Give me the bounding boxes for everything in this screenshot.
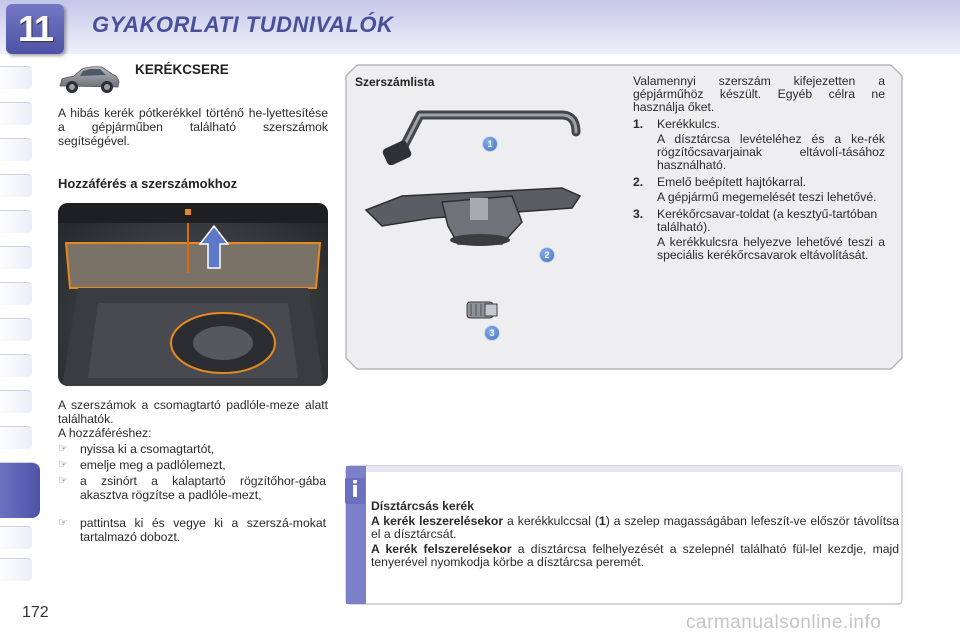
list-item-text: emelje meg a padlólemezt, bbox=[80, 458, 226, 472]
chapter-tab[interactable] bbox=[0, 66, 32, 89]
trunk-photo bbox=[58, 203, 328, 386]
tool-item bbox=[633, 118, 885, 172]
tools-intro: Valamennyi szerszám kifejezetten a gépjárműhöz készült. Egyéb célra ne használja őket. bbox=[633, 74, 885, 114]
list-item bbox=[58, 516, 328, 544]
list-item bbox=[58, 474, 328, 516]
tool-marker-1: 1 bbox=[483, 137, 497, 151]
hand-pointer-icon: ☞ bbox=[58, 475, 68, 487]
info-remove-text-a: a kerékkulccsal ( bbox=[503, 514, 599, 528]
chapter-tab[interactable] bbox=[0, 526, 32, 549]
info-remove-text-b: ) a szelep magasságában lefeszít-ve először távolítsa el a dísztárcsát. bbox=[371, 514, 899, 541]
chapter-tab[interactable] bbox=[0, 558, 32, 581]
chapter-number: 11 bbox=[17, 8, 53, 49]
info-mount-label: A kerék felszerelésekor bbox=[371, 542, 512, 556]
info-mount-text: a dísztárcsa felhelyezését a szelepnél található fül-lel kezdje, majd tenyerével nyomkodja körbe a dísztárcsa peremét. bbox=[371, 542, 899, 569]
chapter-title: GYAKORLATI TUDNIVALÓK bbox=[92, 12, 394, 37]
section-title: KERÉKCSERE bbox=[135, 62, 229, 77]
chapter-tab[interactable] bbox=[0, 210, 32, 233]
list-item-text: pattintsa ki és vegye ki a szerszá-mokat tartalmazó dobozt. bbox=[80, 516, 326, 544]
tool-description: A gépjármű megemelését teszi lehetővé. bbox=[657, 190, 877, 204]
chapter-tab[interactable] bbox=[0, 390, 32, 413]
info-mount-paragraph bbox=[371, 543, 899, 569]
tool-item bbox=[633, 176, 885, 204]
list-item bbox=[58, 458, 328, 472]
hand-pointer-icon: ☞ bbox=[58, 459, 68, 471]
info-content bbox=[371, 500, 899, 571]
info-icon: i bbox=[345, 478, 365, 504]
info-remove-label: A kerék leszerelésekor bbox=[371, 514, 504, 528]
chapter-tab[interactable] bbox=[0, 246, 32, 269]
chapter-tab[interactable] bbox=[0, 354, 32, 377]
tools-description bbox=[633, 75, 885, 262]
watermark: carmanualsonline.info bbox=[686, 612, 882, 633]
lock-bolt-adapter-image bbox=[463, 296, 501, 324]
hand-pointer-icon: ☞ bbox=[58, 517, 68, 529]
chapter-tab-active[interactable] bbox=[0, 462, 40, 518]
intro-paragraph: A hibás kerék pótkerékkel történő he-lyettesítése a gépjárműben található szerszámok segítségével. bbox=[58, 106, 328, 148]
info-remove-paragraph bbox=[371, 515, 899, 541]
wheel-wrench-image bbox=[378, 110, 583, 165]
chapter-tab[interactable] bbox=[0, 102, 32, 125]
chapter-tab[interactable] bbox=[0, 426, 32, 449]
chapter-tab[interactable] bbox=[0, 138, 32, 161]
tool-number: 2. bbox=[633, 175, 644, 189]
tool-number: 1. bbox=[633, 117, 644, 131]
list-item-text: nyissa ki a csomagtartót, bbox=[80, 442, 215, 456]
tool-number: 3. bbox=[633, 207, 644, 221]
list-item bbox=[58, 442, 328, 456]
tool-label: Kerékőrcsavar-toldat (a kesztyű-tartóban található). bbox=[657, 207, 878, 234]
chapter-tab[interactable] bbox=[0, 174, 32, 197]
tool-description: A kerékkulcsra helyezve lehetővé teszi a speciális kerékőrcsavarok eltávolítását. bbox=[657, 235, 885, 262]
tool-description: A dísztárcsa levételéhez és a ke-rék rögzítőcsavarjainak eltávolí-tásához használható. bbox=[657, 132, 885, 172]
tool-label: Emelő beépített hajtókarral. bbox=[657, 175, 807, 189]
hand-pointer-icon: ☞ bbox=[58, 443, 68, 455]
tool-label: Kerékkulcs. bbox=[657, 117, 720, 131]
access-intro-text: A hozzáféréshez: bbox=[58, 426, 152, 440]
tools-heading: Szerszámlista bbox=[355, 75, 435, 89]
tool-item bbox=[633, 208, 885, 262]
page-number: 172 bbox=[22, 604, 49, 621]
list-item-text: a zsinórt a kalaptartó rögzítőhor-gába akasztva rögzítse a padlóle-mezt, bbox=[80, 474, 326, 502]
car-icon bbox=[56, 64, 122, 96]
info-remove-num: 1 bbox=[598, 514, 606, 528]
chapter-tab[interactable] bbox=[0, 282, 32, 305]
chapter-tab[interactable] bbox=[0, 318, 32, 341]
arrow-up-icon bbox=[198, 224, 230, 270]
info-title: Dísztárcsás kerék bbox=[371, 499, 474, 513]
jack-image bbox=[362, 182, 584, 250]
tool-marker-3: 3 bbox=[485, 326, 499, 340]
tools-location-text: A szerszámok a csomagtartó padlóle-meze alatt találhatók. bbox=[58, 398, 328, 426]
tool-marker-2: 2 bbox=[540, 248, 554, 262]
access-heading: Hozzáférés a szerszámokhoz bbox=[58, 176, 238, 191]
